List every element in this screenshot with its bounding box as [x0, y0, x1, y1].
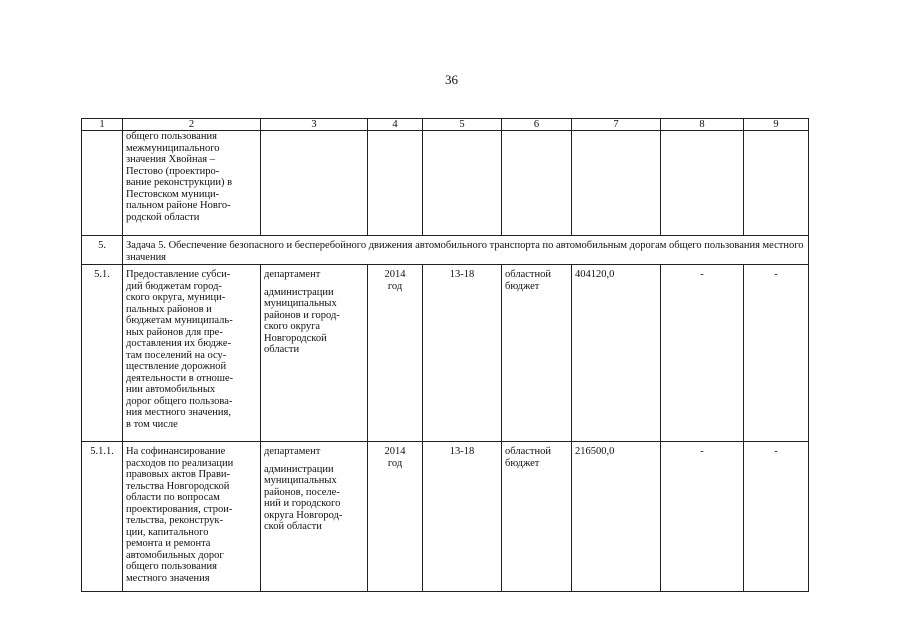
cell-col9: - — [744, 442, 809, 592]
executor-line-1: департамент — [264, 446, 321, 457]
header-cell-9: 9 — [744, 119, 809, 131]
executor-line-rest: администрации муниципальных районов и город- ского округа Новгородской области — [264, 286, 340, 355]
cell-source: областной бюджет — [502, 265, 572, 442]
task-number: 5. — [82, 236, 123, 265]
executor-line-1: департамент — [264, 269, 321, 280]
header-cell-3: 3 — [261, 119, 368, 131]
header-cell-6: 6 — [502, 119, 572, 131]
table-row-continuation — [82, 131, 809, 236]
cell-year: 2014 год — [368, 265, 423, 442]
executor-line-rest: администрации муниципальных районов, поселе- ний и городского округа Новгород- ской области — [264, 463, 343, 532]
page-number: 36 — [445, 72, 458, 87]
task-row — [82, 236, 809, 265]
cell-amount: 216500,0 — [572, 442, 661, 592]
cell-number — [82, 131, 123, 236]
cell-executor — [261, 131, 368, 236]
program-table — [81, 118, 809, 592]
cell-target — [423, 131, 502, 236]
cell-col8: - — [661, 442, 744, 592]
header-cell-5: 5 — [423, 119, 502, 131]
cell-number: 5.1.1. — [82, 442, 123, 592]
table-row — [82, 265, 809, 442]
table-row — [82, 442, 809, 592]
task-text: Задача 5. Обеспечение безопасного и бесперебойного движения автомобильного транспорта по автомобильным дорогам общего пользования местного значения — [123, 236, 809, 265]
cell-target: 13-18 — [423, 442, 502, 592]
cell-description: общего пользования межмуниципального значения Хвойная – Пестово (проектиро- вание реконструкции) в Пестовском муници- пальном районе Новго- родской области — [123, 131, 261, 236]
header-cell-2: 2 — [123, 119, 261, 131]
cell-year: 2014 год — [368, 442, 423, 592]
cell-year — [368, 131, 423, 236]
cell-description: Предоставление субси- дий бюджетам город- ского округа, муници- пальных районов и бюджетам муниципаль- ных районов для пре- доставления их бюдже- там поселений на осу- ществление дорожной деятельности в отноше- нии автомобильных дорог общего пользова- ния местного значения, в том числе — [123, 265, 261, 442]
cell-col9: - — [744, 265, 809, 442]
header-cell-1: 1 — [82, 119, 123, 131]
cell-col8: - — [661, 265, 744, 442]
cell-target: 13-18 — [423, 265, 502, 442]
cell-col8 — [661, 131, 744, 236]
cell-executor — [261, 442, 368, 592]
cell-col9 — [744, 131, 809, 236]
cell-amount — [572, 131, 661, 236]
cell-executor — [261, 265, 368, 442]
cell-source: областной бюджет — [502, 442, 572, 592]
cell-description: На софинансирование расходов по реализации правовых актов Прави- тельства Новгородской области по вопросам проектирования, строи- тельства, реконструк- ции, капитального ремонта и ремонта автомобильных дорог общего пользования местного значения — [123, 442, 261, 592]
header-row — [82, 119, 809, 131]
header-cell-7: 7 — [572, 119, 661, 131]
cell-amount: 404120,0 — [572, 265, 661, 442]
header-cell-8: 8 — [661, 119, 744, 131]
cell-source — [502, 131, 572, 236]
cell-number: 5.1. — [82, 265, 123, 442]
header-cell-4: 4 — [368, 119, 423, 131]
